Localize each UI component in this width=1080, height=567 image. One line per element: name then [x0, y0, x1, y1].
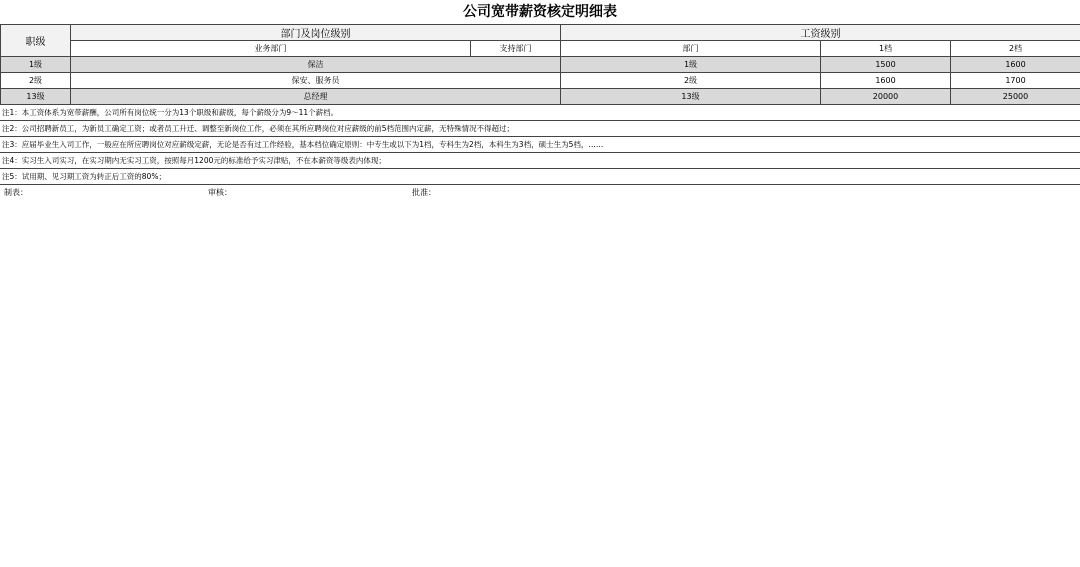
note-line: 注2：公司招聘新员工，为新员工确定工资；或者员工升迁、调整至新岗位工作，必须在其所应聘岗位对应薪级的前5档范围内定薪，无特殊情况不得超过；	[0, 121, 1080, 137]
business-depts-header: 业务部门	[71, 41, 471, 57]
signature-footer	[0, 185, 1080, 200]
note-line: 注4：实习生入司实习，在实习期内无实习工资，按照每月1200元的标准给予实习津贴，不在本薪资等级表内体现；	[0, 153, 1080, 169]
grade-cell: 2级	[1, 73, 71, 89]
salary-table	[0, 24, 1080, 105]
dept-cell: 保安、服务员	[71, 73, 561, 89]
dept-cell: 保洁	[71, 57, 561, 73]
note-line: 注5：试用期、见习期工资为转正后工资的80%；	[0, 169, 1080, 185]
grade-cell: 13级	[1, 89, 71, 105]
step-cell: 25000	[951, 89, 1080, 105]
made-by-label: 制表：	[4, 188, 28, 197]
salary-grade-cell: 13级	[561, 89, 821, 105]
sheet-title: 公司宽带薪资核定明细表	[463, 4, 617, 20]
notes-block	[0, 105, 1080, 185]
grade-header: 职级	[1, 25, 71, 57]
dept-cell: 总经理	[71, 89, 561, 105]
table-row	[1, 57, 1080, 73]
table-row	[1, 73, 1080, 89]
step-2-header: 2档	[951, 41, 1080, 57]
note-line: 注1：本工资体系为宽带薪酬，公司所有岗位统一分为13个职级和薪级，每个薪级分为9～11个薪档。	[0, 105, 1080, 121]
dept-header: 部门	[561, 41, 821, 57]
step-cell: 20000	[821, 89, 951, 105]
salary-band-header: 工资级别	[561, 25, 1080, 41]
step-cell: 1600	[951, 57, 1080, 73]
support-depts-header: 支持部门	[471, 41, 561, 57]
note-line: 注3：应届毕业生入司工作，一般应在所应聘岗位对应薪级定薪，无论是否有过工作经验，基本档位确定原则：中专生或以下为1档，专科生为2档，本科生为3档，硕士生为5档，……	[0, 137, 1080, 153]
review-label: 审核：	[208, 188, 232, 197]
dept-band-header: 部门及岗位级别	[71, 25, 561, 41]
step-cell: 1600	[821, 73, 951, 89]
step-cell: 1500	[821, 57, 951, 73]
table-row	[1, 89, 1080, 105]
step-cell: 1700	[951, 73, 1080, 89]
grade-cell: 1级	[1, 57, 71, 73]
salary-grade-cell: 2级	[561, 73, 821, 89]
step-1-header: 1档	[821, 41, 951, 57]
salary-grade-cell: 1级	[561, 57, 821, 73]
approve-label: 批准：	[412, 188, 436, 197]
